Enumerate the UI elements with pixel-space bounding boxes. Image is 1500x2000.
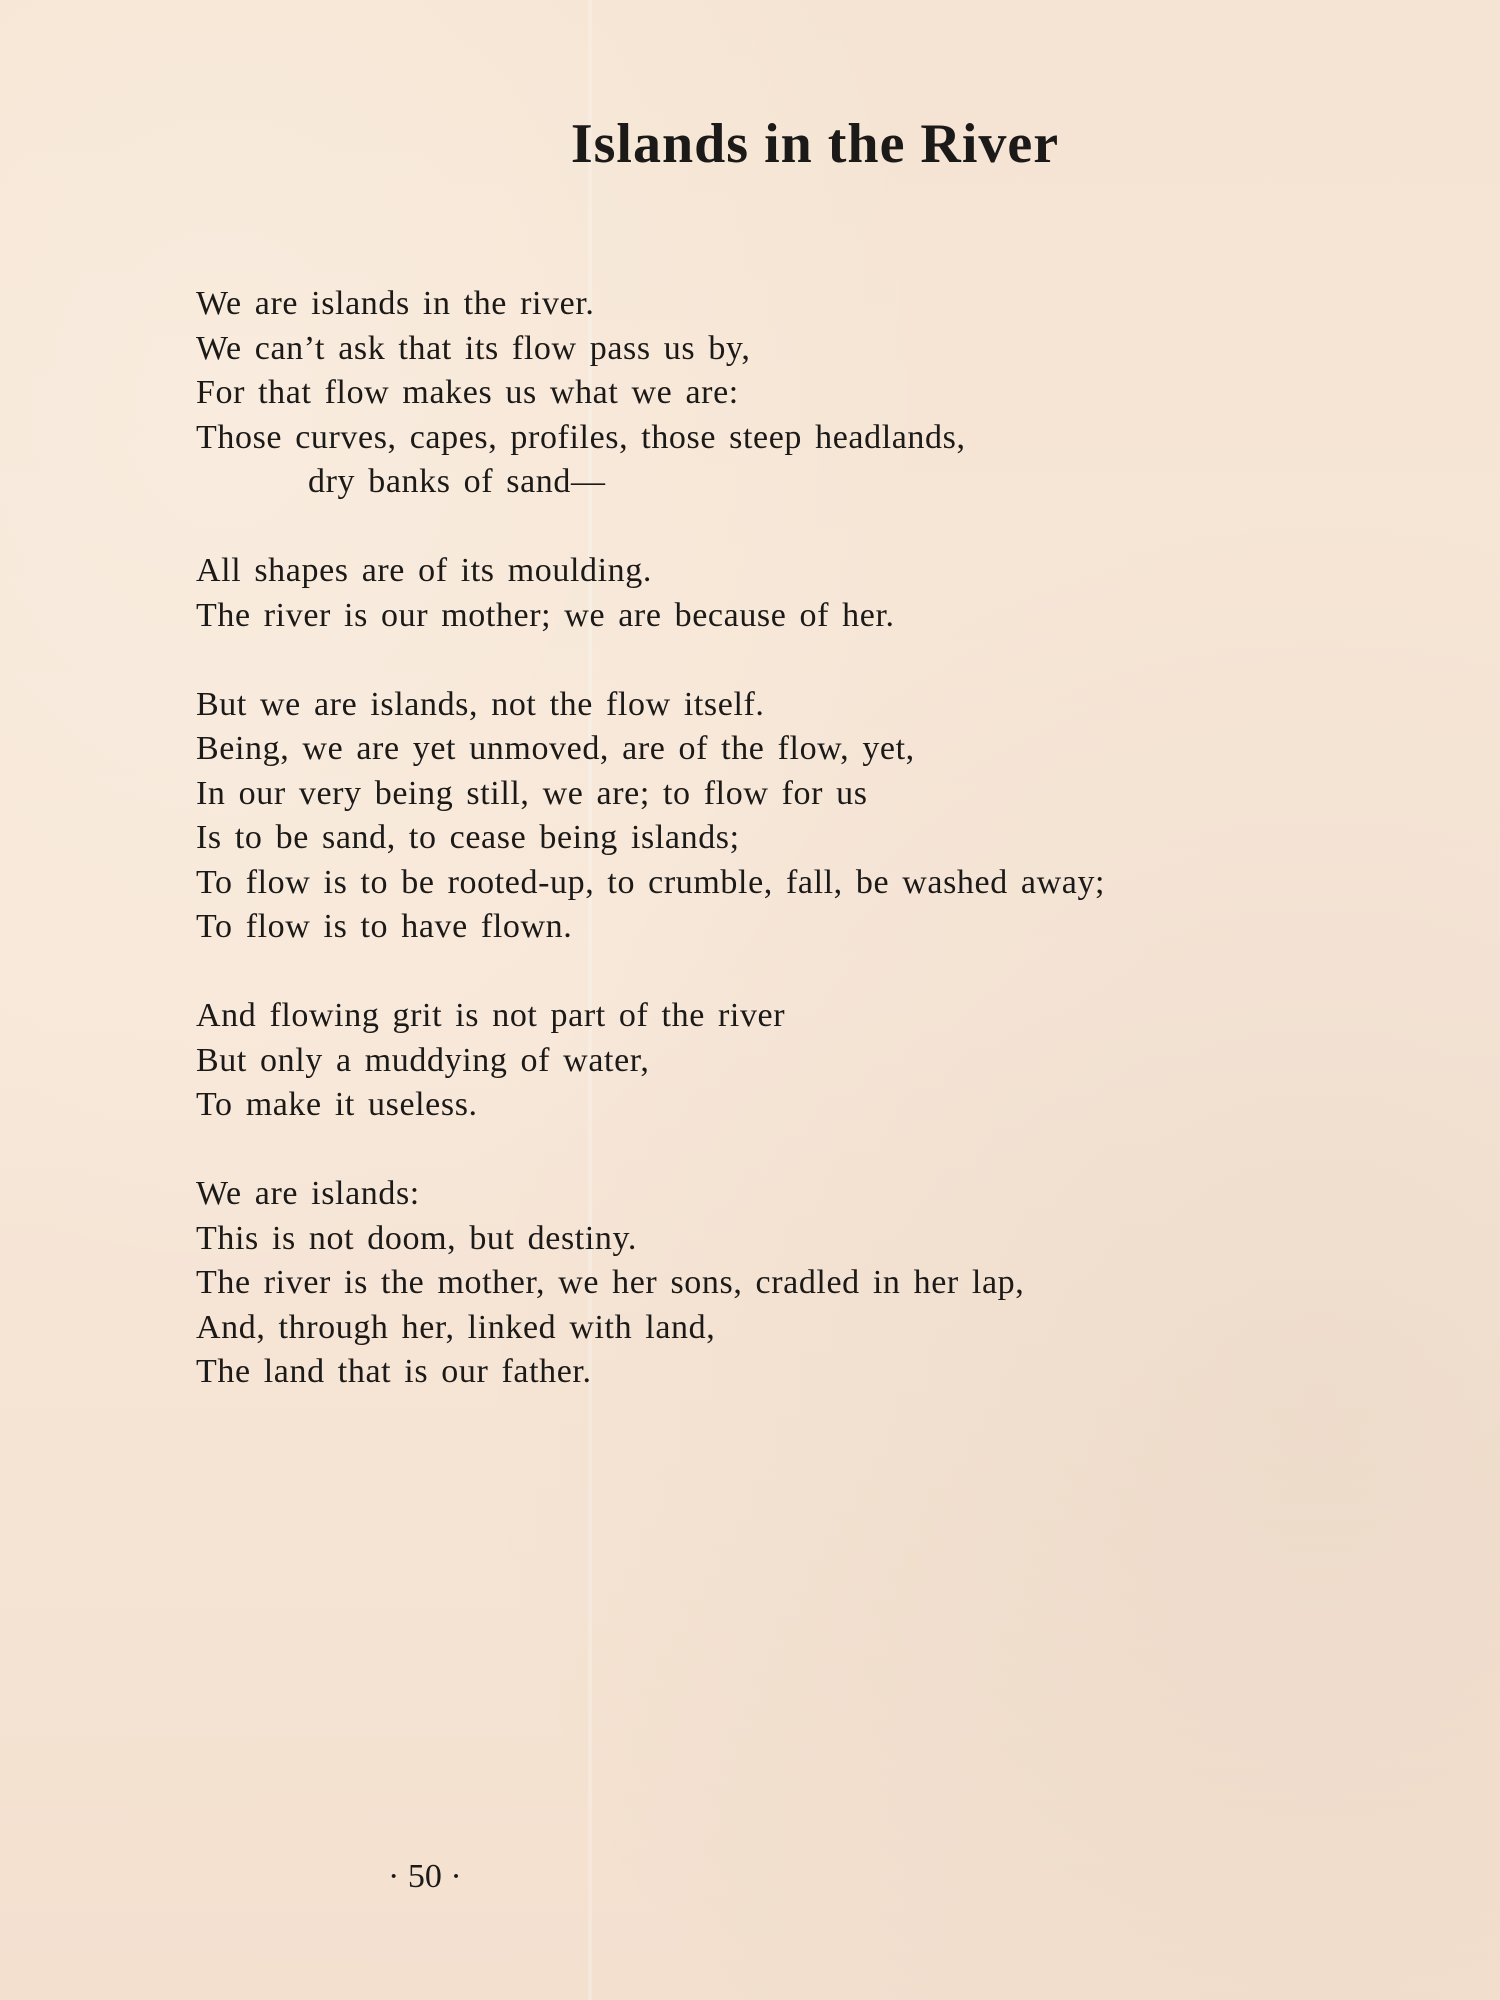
- poem-line: The river is the mother, we her sons, cradled in her lap,: [196, 1264, 1025, 1301]
- poem-line: In our very being still, we are; to flow for us: [196, 774, 868, 812]
- poem-line: Is to be sand, to cease being islands;: [196, 819, 740, 856]
- poem-line: We are islands:: [196, 1175, 420, 1212]
- poem-body: [196, 282, 1436, 1439]
- poem-line: All shapes are of its moulding.: [196, 552, 652, 589]
- poem-line: And flowing grit is not part of the river: [196, 997, 786, 1034]
- poem-line: This is not doom, but destiny.: [196, 1219, 637, 1257]
- poem-line: But we are islands, not the flow itself.: [196, 685, 765, 723]
- poem-line: For that flow makes us what we are:: [196, 374, 739, 411]
- poem-line: To flow is to be rooted-up, to crumble, fall, be washed away;: [196, 863, 1106, 901]
- stanza-1: [196, 282, 1436, 505]
- stanza-5: [196, 1172, 1436, 1395]
- poem-line: We can’t ask that its flow pass us by,: [196, 329, 751, 367]
- stanza-2: [196, 549, 1436, 638]
- poem-line: Being, we are yet unmoved, are of the flow, yet,: [196, 730, 915, 767]
- poem-line: The land that is our father.: [196, 1353, 592, 1390]
- stanza-3: [196, 683, 1436, 950]
- poem-title: Islands in the River: [570, 113, 1060, 175]
- page-number: · 50 ·: [388, 1858, 462, 1895]
- poem-line: And, through her, linked with land,: [196, 1308, 716, 1346]
- poem-line: To flow is to have flown.: [196, 908, 573, 945]
- poem-line: We are islands in the river.: [196, 285, 595, 322]
- poem-line: But only a muddying of water,: [196, 1041, 650, 1079]
- stanza-4: [196, 994, 1436, 1128]
- poem-line-continuation: dry banks of sand—: [308, 463, 606, 500]
- poem-line: Those curves, capes, profiles, those steep headlands,: [196, 418, 966, 456]
- poem-line: To make it useless.: [196, 1086, 478, 1123]
- poem-line: The river is our mother; we are because of her.: [196, 596, 895, 634]
